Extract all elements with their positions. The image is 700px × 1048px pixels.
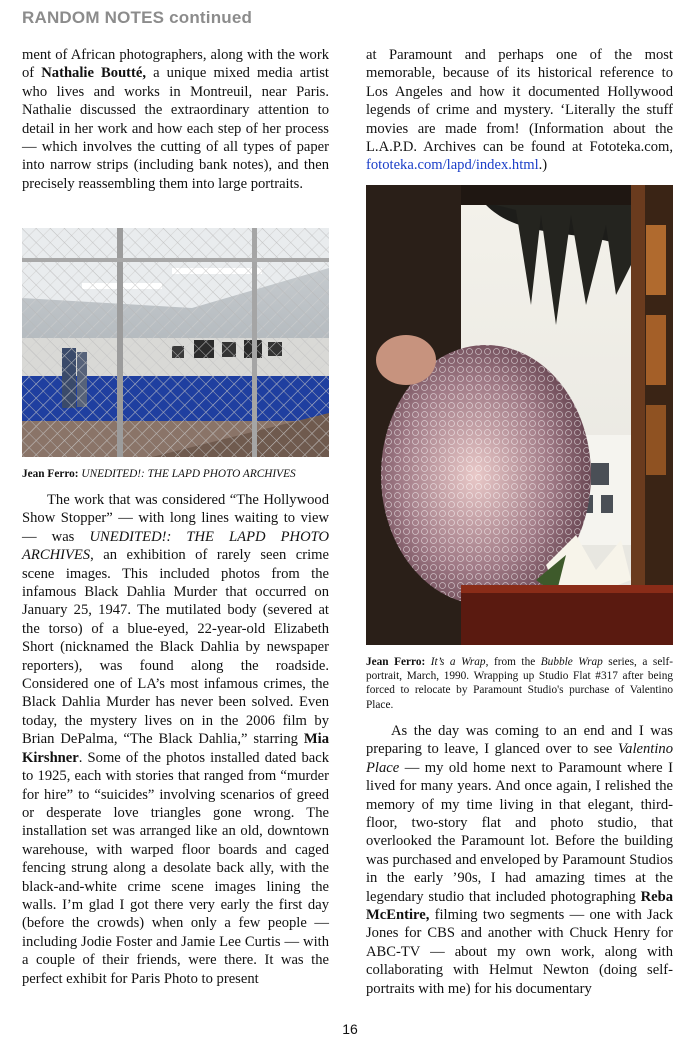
bold-text: Nathalie Boutté, xyxy=(41,65,147,82)
italic-text: UNEDITED!: THE LAPD PHOTO ARCHIVES xyxy=(81,468,296,480)
text-run: at Paramount and perhaps one of the most memorable, because of its historical reference to Los Angeles and how it documented Hollywood legends of crime and mystery. ‘Literally the stuff movies are made from! (Information about the L.A.P.D. Archives can be found at Fototeka.com, xyxy=(366,47,673,156)
text-run: series, a self-portrait, March, 1990. Wrapping up Studio Flat #317 after being forced to relocate by Paramount Studio's purchase of Valentino Place. xyxy=(366,656,673,711)
text-run: ment of African photographers, along with the work of xyxy=(22,47,329,82)
text-run: The work that was considered “The Hollywood Show Stopper” — with long lines waiting to view — was xyxy=(22,492,329,545)
fototeka-link[interactable]: fototeka.com/lapd/index.html xyxy=(366,157,539,174)
running-header: RANDOM NOTES continued xyxy=(22,8,253,27)
left-paragraph-2 xyxy=(22,491,329,988)
italic-text: Bubble Wrap xyxy=(540,656,603,668)
text-run: As the day was coming to an end and I was preparing to leave, I glanced over to see xyxy=(366,723,673,758)
text-run: filming two segments — one with Jack Jones for CBS and another with Chuck Henry for ABC-TV — about my own work, along with collaborating with Helmut Newton (doing self-portraits with me) for his documentary xyxy=(366,907,673,997)
bubble-wrap-self-portrait-photo xyxy=(366,185,673,645)
lapd-archives-photo xyxy=(22,228,329,457)
right-paragraph-1 xyxy=(366,46,673,175)
text-run: , an exhibition of rarely seen crime scene images. This included photos from the infamous Black Dahlia Murder that occurred on January 25, 1947. The mutilated body (severed at the torso) of a blue-eyed, 22-year-old Elizabeth Short (nicknamed the Black Dahlia by newspaper reporters), was found along the roadside. Considered one of LA’s most infamous crimes, the Black Dahlia Murder has never been solved. Even today, the mystery lives on in the 2006 film by Brian DePalma, “The Black Dahlia,” starring xyxy=(22,547,329,748)
bold-text: Jean Ferro: xyxy=(366,656,431,668)
italic-text: Valentino Place xyxy=(366,741,673,776)
bold-text: Reba McEntire, xyxy=(366,888,673,924)
text-run: . Some of the photos installed dated back to 1925, each with stories that ranged from “murder for hire” to “suicides” involving scenarios of greed or desperate love triangles gone wrong. The installation set was arranged like an old, downtown warehouse, with warped floor boards and caged fencing strung along a desolate back ally, with the black-and-white crime scene images lining the walls. I’m glad I got there very early the first day (before the crowds) when only a few people — including Jodie Foster and Jamie Lee Curtis — with a couple of their friends, were there. It was the perfect exhibit for Paris Photo to present xyxy=(22,749,329,987)
text-run: .) xyxy=(538,157,548,174)
text-run: — my old home next to Paramount where I lived for many years. And once again, I relished the memory of my time living in that elegant, third-floor, two-story flat and photo studio, that overlooked the Paramount lot. Before the building was purchased and enveloped by Paramount Studios in the early ’90s, I had amazing times at the legendary studio that included photographing xyxy=(366,759,673,905)
photo-caption-1 xyxy=(22,467,329,481)
bold-text: Mia Kirshner xyxy=(22,731,329,766)
page-number: 16 xyxy=(342,1021,358,1037)
italic-text: It’s a Wrap xyxy=(430,656,486,668)
photo-caption-2 xyxy=(366,655,673,712)
text-run: a unique mixed media artist who lives and works in Montreuil, near Paris. Nathalie discussed the extraordinary attention to detail in her work and how each step of her process — which involves the cutting of all types of paper into narrow strips (including bank notes), and then precisely reassembling them into large portraits. xyxy=(22,65,329,192)
bold-text: Jean Ferro: xyxy=(22,468,82,480)
text-run: , from the xyxy=(485,656,541,668)
italic-text: UNEDITED!: THE LAPD PHOTO ARCHIVES xyxy=(22,528,329,564)
right-paragraph-2 xyxy=(366,722,673,998)
left-paragraph-1 xyxy=(22,46,329,193)
